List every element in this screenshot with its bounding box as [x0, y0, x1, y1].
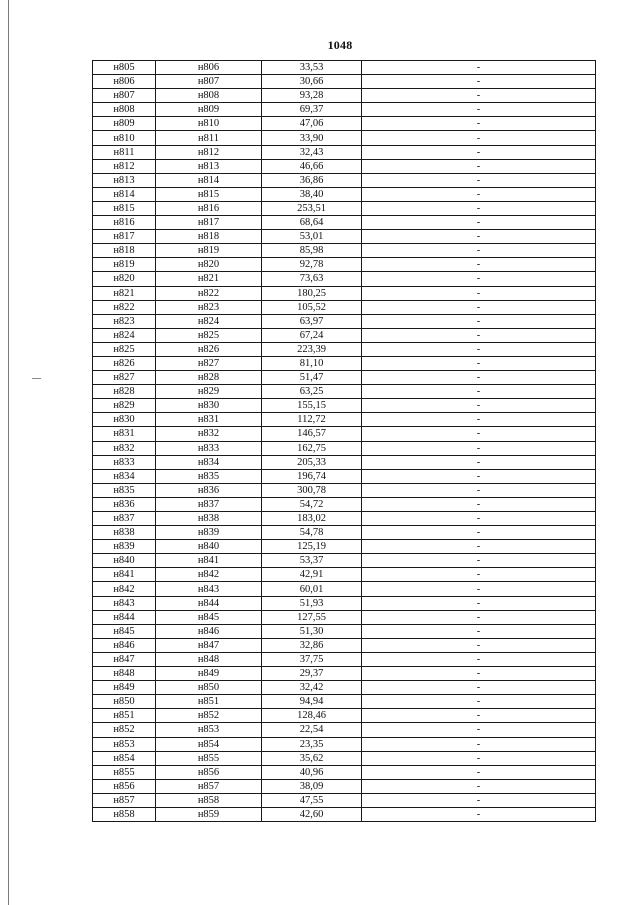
- to-point-cell: н822: [156, 286, 262, 300]
- note-cell: -: [362, 737, 596, 751]
- to-point-cell: н816: [156, 201, 262, 215]
- table-row: [93, 554, 596, 568]
- note-cell: -: [362, 483, 596, 497]
- to-point-cell: н855: [156, 751, 262, 765]
- from-point-cell: н858: [93, 807, 156, 821]
- note-cell: -: [362, 371, 596, 385]
- distance-cell: 196,74: [262, 469, 362, 483]
- note-cell: -: [362, 455, 596, 469]
- to-point-cell: н834: [156, 455, 262, 469]
- distance-cell: 42,91: [262, 568, 362, 582]
- table-row: [93, 159, 596, 173]
- from-point-cell: н818: [93, 244, 156, 258]
- from-point-cell: н813: [93, 173, 156, 187]
- distance-cell: 68,64: [262, 216, 362, 230]
- to-point-cell: н833: [156, 441, 262, 455]
- to-point-cell: н856: [156, 765, 262, 779]
- distance-cell: 146,57: [262, 427, 362, 441]
- from-point-cell: н819: [93, 258, 156, 272]
- from-point-cell: н807: [93, 89, 156, 103]
- note-cell: -: [362, 554, 596, 568]
- table-row: [93, 526, 596, 540]
- note-cell: -: [362, 779, 596, 793]
- from-point-cell: н808: [93, 103, 156, 117]
- note-cell: -: [362, 131, 596, 145]
- margin-mark: [32, 378, 41, 379]
- table-row: [93, 483, 596, 497]
- table-row: [93, 737, 596, 751]
- note-cell: -: [362, 610, 596, 624]
- to-point-cell: н847: [156, 638, 262, 652]
- to-point-cell: н843: [156, 582, 262, 596]
- note-cell: -: [362, 526, 596, 540]
- to-point-cell: н850: [156, 681, 262, 695]
- to-point-cell: н838: [156, 512, 262, 526]
- to-point-cell: н807: [156, 75, 262, 89]
- distance-cell: 53,37: [262, 554, 362, 568]
- table-row: [93, 512, 596, 526]
- from-point-cell: н842: [93, 582, 156, 596]
- note-cell: -: [362, 117, 596, 131]
- from-point-cell: н828: [93, 385, 156, 399]
- distance-cell: 67,24: [262, 328, 362, 342]
- table-body: [93, 61, 596, 822]
- to-point-cell: н840: [156, 540, 262, 554]
- from-point-cell: н817: [93, 230, 156, 244]
- distance-cell: 73,63: [262, 272, 362, 286]
- to-point-cell: н836: [156, 483, 262, 497]
- distance-cell: 81,10: [262, 356, 362, 370]
- table-row: [93, 568, 596, 582]
- from-point-cell: н835: [93, 483, 156, 497]
- distance-cell: 54,78: [262, 526, 362, 540]
- note-cell: -: [362, 89, 596, 103]
- table-row: [93, 638, 596, 652]
- to-point-cell: н814: [156, 173, 262, 187]
- to-point-cell: н831: [156, 413, 262, 427]
- to-point-cell: н817: [156, 216, 262, 230]
- distance-cell: 93,28: [262, 89, 362, 103]
- from-point-cell: н806: [93, 75, 156, 89]
- table-row: [93, 342, 596, 356]
- from-point-cell: н841: [93, 568, 156, 582]
- from-point-cell: н822: [93, 300, 156, 314]
- to-point-cell: н830: [156, 399, 262, 413]
- table-row: [93, 314, 596, 328]
- table-row: [93, 441, 596, 455]
- distance-cell: 32,86: [262, 638, 362, 652]
- distance-cell: 54,72: [262, 497, 362, 511]
- note-cell: -: [362, 695, 596, 709]
- note-cell: -: [362, 173, 596, 187]
- to-point-cell: н849: [156, 667, 262, 681]
- table-row: [93, 371, 596, 385]
- to-point-cell: н828: [156, 371, 262, 385]
- table-row: [93, 187, 596, 201]
- table-row: [93, 793, 596, 807]
- to-point-cell: н829: [156, 385, 262, 399]
- distance-cell: 51,30: [262, 624, 362, 638]
- from-point-cell: н836: [93, 497, 156, 511]
- table-row: [93, 385, 596, 399]
- distance-cell: 33,53: [262, 61, 362, 75]
- table-row: [93, 103, 596, 117]
- distance-cell: 105,52: [262, 300, 362, 314]
- from-point-cell: н848: [93, 667, 156, 681]
- note-cell: -: [362, 328, 596, 342]
- note-cell: -: [362, 385, 596, 399]
- distance-cell: 92,78: [262, 258, 362, 272]
- table-row: [93, 216, 596, 230]
- table-row: [93, 286, 596, 300]
- note-cell: -: [362, 624, 596, 638]
- note-cell: -: [362, 187, 596, 201]
- note-cell: -: [362, 286, 596, 300]
- to-point-cell: н839: [156, 526, 262, 540]
- distance-cell: 253,51: [262, 201, 362, 215]
- from-point-cell: н853: [93, 737, 156, 751]
- note-cell: -: [362, 61, 596, 75]
- from-point-cell: н826: [93, 356, 156, 370]
- distance-cell: 127,55: [262, 610, 362, 624]
- distance-cell: 69,37: [262, 103, 362, 117]
- table-row: [93, 399, 596, 413]
- table-row: [93, 667, 596, 681]
- from-point-cell: н805: [93, 61, 156, 75]
- table-row: [93, 89, 596, 103]
- from-point-cell: н814: [93, 187, 156, 201]
- distance-cell: 53,01: [262, 230, 362, 244]
- distance-cell: 42,60: [262, 807, 362, 821]
- distance-cell: 47,06: [262, 117, 362, 131]
- table-row: [93, 145, 596, 159]
- to-point-cell: н848: [156, 652, 262, 666]
- to-point-cell: н815: [156, 187, 262, 201]
- note-cell: -: [362, 258, 596, 272]
- from-point-cell: н857: [93, 793, 156, 807]
- to-point-cell: н819: [156, 244, 262, 258]
- distance-cell: 35,62: [262, 751, 362, 765]
- to-point-cell: н820: [156, 258, 262, 272]
- to-point-cell: н845: [156, 610, 262, 624]
- from-point-cell: н812: [93, 159, 156, 173]
- from-point-cell: н844: [93, 610, 156, 624]
- distance-cell: 36,86: [262, 173, 362, 187]
- table-row: [93, 328, 596, 342]
- table-row: [93, 413, 596, 427]
- distance-cell: 46,66: [262, 159, 362, 173]
- from-point-cell: н834: [93, 469, 156, 483]
- note-cell: -: [362, 497, 596, 511]
- from-point-cell: н851: [93, 709, 156, 723]
- to-point-cell: н821: [156, 272, 262, 286]
- to-point-cell: н823: [156, 300, 262, 314]
- distance-cell: 38,09: [262, 779, 362, 793]
- to-point-cell: н852: [156, 709, 262, 723]
- note-cell: -: [362, 512, 596, 526]
- from-point-cell: н831: [93, 427, 156, 441]
- distance-cell: 40,96: [262, 765, 362, 779]
- note-cell: -: [362, 413, 596, 427]
- note-cell: -: [362, 145, 596, 159]
- note-cell: -: [362, 342, 596, 356]
- distance-cell: 32,43: [262, 145, 362, 159]
- distance-cell: 183,02: [262, 512, 362, 526]
- coordinates-table: [92, 60, 596, 822]
- from-point-cell: н832: [93, 441, 156, 455]
- table-row: [93, 596, 596, 610]
- distance-cell: 51,93: [262, 596, 362, 610]
- note-cell: -: [362, 638, 596, 652]
- from-point-cell: н823: [93, 314, 156, 328]
- distance-cell: 223,39: [262, 342, 362, 356]
- table-row: [93, 455, 596, 469]
- table-row: [93, 610, 596, 624]
- table-row: [93, 624, 596, 638]
- distance-cell: 94,94: [262, 695, 362, 709]
- distance-cell: 85,98: [262, 244, 362, 258]
- from-point-cell: н815: [93, 201, 156, 215]
- from-point-cell: н843: [93, 596, 156, 610]
- distance-cell: 63,97: [262, 314, 362, 328]
- from-point-cell: н816: [93, 216, 156, 230]
- table-row: [93, 356, 596, 370]
- distance-cell: 29,37: [262, 667, 362, 681]
- table-row: [93, 272, 596, 286]
- note-cell: -: [362, 399, 596, 413]
- table-row: [93, 258, 596, 272]
- to-point-cell: н827: [156, 356, 262, 370]
- to-point-cell: н824: [156, 314, 262, 328]
- distance-cell: 125,19: [262, 540, 362, 554]
- distance-cell: 162,75: [262, 441, 362, 455]
- table-row: [93, 244, 596, 258]
- note-cell: -: [362, 709, 596, 723]
- to-point-cell: н854: [156, 737, 262, 751]
- table-row: [93, 709, 596, 723]
- from-point-cell: н855: [93, 765, 156, 779]
- note-cell: -: [362, 103, 596, 117]
- to-point-cell: н857: [156, 779, 262, 793]
- distance-cell: 23,35: [262, 737, 362, 751]
- from-point-cell: н820: [93, 272, 156, 286]
- distance-cell: 128,46: [262, 709, 362, 723]
- to-point-cell: н811: [156, 131, 262, 145]
- note-cell: -: [362, 469, 596, 483]
- table-row: [93, 540, 596, 554]
- distance-cell: 63,25: [262, 385, 362, 399]
- from-point-cell: н847: [93, 652, 156, 666]
- table-row: [93, 765, 596, 779]
- note-cell: -: [362, 723, 596, 737]
- distance-cell: 30,66: [262, 75, 362, 89]
- table-row: [93, 131, 596, 145]
- table-row: [93, 201, 596, 215]
- from-point-cell: н833: [93, 455, 156, 469]
- to-point-cell: н806: [156, 61, 262, 75]
- page-number: 1048: [327, 38, 353, 52]
- note-cell: -: [362, 216, 596, 230]
- from-point-cell: н821: [93, 286, 156, 300]
- to-point-cell: н826: [156, 342, 262, 356]
- from-point-cell: н839: [93, 540, 156, 554]
- from-point-cell: н856: [93, 779, 156, 793]
- from-point-cell: н811: [93, 145, 156, 159]
- table-row: [93, 779, 596, 793]
- note-cell: -: [362, 427, 596, 441]
- note-cell: -: [362, 765, 596, 779]
- to-point-cell: н851: [156, 695, 262, 709]
- from-point-cell: н840: [93, 554, 156, 568]
- note-cell: -: [362, 441, 596, 455]
- to-point-cell: н808: [156, 89, 262, 103]
- note-cell: -: [362, 244, 596, 258]
- to-point-cell: н813: [156, 159, 262, 173]
- to-point-cell: н853: [156, 723, 262, 737]
- distance-cell: 33,90: [262, 131, 362, 145]
- from-point-cell: н825: [93, 342, 156, 356]
- table-row: [93, 723, 596, 737]
- note-cell: -: [362, 667, 596, 681]
- from-point-cell: н810: [93, 131, 156, 145]
- distance-cell: 155,15: [262, 399, 362, 413]
- distance-cell: 300,78: [262, 483, 362, 497]
- from-point-cell: н850: [93, 695, 156, 709]
- from-point-cell: н846: [93, 638, 156, 652]
- note-cell: -: [362, 807, 596, 821]
- distance-cell: 47,55: [262, 793, 362, 807]
- note-cell: -: [362, 272, 596, 286]
- distance-cell: 180,25: [262, 286, 362, 300]
- table-row: [93, 582, 596, 596]
- note-cell: -: [362, 568, 596, 582]
- table-row: [93, 751, 596, 765]
- table-row: [93, 469, 596, 483]
- page-border-line: [8, 0, 9, 905]
- distance-cell: 37,75: [262, 652, 362, 666]
- to-point-cell: н858: [156, 793, 262, 807]
- distance-cell: 38,40: [262, 187, 362, 201]
- to-point-cell: н832: [156, 427, 262, 441]
- from-point-cell: н809: [93, 117, 156, 131]
- to-point-cell: н812: [156, 145, 262, 159]
- note-cell: -: [362, 201, 596, 215]
- table-row: [93, 695, 596, 709]
- table-row: [93, 117, 596, 131]
- table-row: [93, 807, 596, 821]
- note-cell: -: [362, 356, 596, 370]
- note-cell: -: [362, 596, 596, 610]
- to-point-cell: н846: [156, 624, 262, 638]
- to-point-cell: н818: [156, 230, 262, 244]
- distance-cell: 112,72: [262, 413, 362, 427]
- to-point-cell: н810: [156, 117, 262, 131]
- from-point-cell: н845: [93, 624, 156, 638]
- note-cell: -: [362, 652, 596, 666]
- to-point-cell: н842: [156, 568, 262, 582]
- distance-cell: 22,54: [262, 723, 362, 737]
- note-cell: -: [362, 314, 596, 328]
- from-point-cell: н824: [93, 328, 156, 342]
- table-row: [93, 427, 596, 441]
- to-point-cell: н825: [156, 328, 262, 342]
- note-cell: -: [362, 582, 596, 596]
- to-point-cell: н844: [156, 596, 262, 610]
- to-point-cell: н809: [156, 103, 262, 117]
- from-point-cell: н854: [93, 751, 156, 765]
- distance-cell: 60,01: [262, 582, 362, 596]
- note-cell: -: [362, 230, 596, 244]
- table-row: [93, 173, 596, 187]
- from-point-cell: н830: [93, 413, 156, 427]
- from-point-cell: н827: [93, 371, 156, 385]
- table-row: [93, 61, 596, 75]
- distance-cell: 205,33: [262, 455, 362, 469]
- to-point-cell: н841: [156, 554, 262, 568]
- from-point-cell: н837: [93, 512, 156, 526]
- table-row: [93, 497, 596, 511]
- note-cell: -: [362, 300, 596, 314]
- to-point-cell: н837: [156, 497, 262, 511]
- distance-cell: 51,47: [262, 371, 362, 385]
- note-cell: -: [362, 75, 596, 89]
- table-row: [93, 75, 596, 89]
- note-cell: -: [362, 681, 596, 695]
- from-point-cell: н838: [93, 526, 156, 540]
- table-row: [93, 652, 596, 666]
- note-cell: -: [362, 751, 596, 765]
- to-point-cell: н835: [156, 469, 262, 483]
- table-row: [93, 300, 596, 314]
- distance-cell: 32,42: [262, 681, 362, 695]
- from-point-cell: н849: [93, 681, 156, 695]
- note-cell: -: [362, 159, 596, 173]
- table-row: [93, 681, 596, 695]
- note-cell: -: [362, 540, 596, 554]
- table-row: [93, 230, 596, 244]
- from-point-cell: н829: [93, 399, 156, 413]
- note-cell: -: [362, 793, 596, 807]
- from-point-cell: н852: [93, 723, 156, 737]
- to-point-cell: н859: [156, 807, 262, 821]
